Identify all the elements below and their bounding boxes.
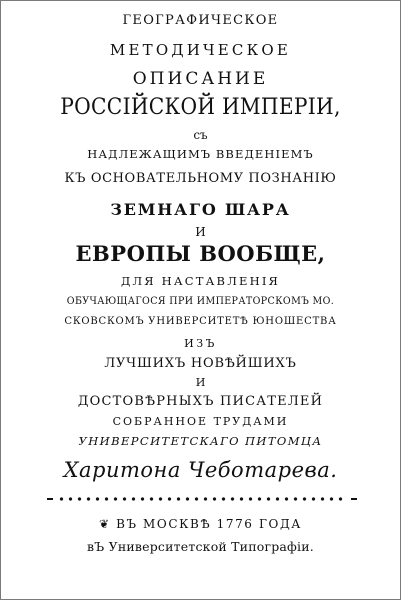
title-line-authors: ДОСТОВѢРНЫХЪ ПИСАТЕЛЕЙ <box>77 394 324 409</box>
title-line-description: ОПИСАНИЕ <box>132 69 269 89</box>
title-line-instruction: ДЛЯ НАСТАВЛЕНІЯ <box>120 274 281 288</box>
imprint-place-year: ❦ ВЪ МОСКВѢ 1776 ГОДА <box>99 517 302 531</box>
title-line-russian-empire: РОССІЙСКОЙ ИМПЕРІИ, <box>60 95 341 120</box>
title-line-introduction: НАДЛЕЖАЩИМЪ ВВЕДЕНІЕМЪ <box>87 147 314 161</box>
dotted-ornament-divider <box>57 495 347 503</box>
title-line-and-1: И <box>195 225 206 239</box>
imprint-press: вЪ Университетской Типографіи. <box>87 539 314 554</box>
author-name: Харитона Чеботарева. <box>63 458 338 482</box>
title-line-compiled: СОБРАННОЕ ТРУДАМИ <box>112 415 289 428</box>
title-line-students-2: СКОВСКОМЪ УНИВЕРСИТЕТѢ ЮНОШЕСТВА <box>64 316 337 327</box>
title-line-from: ИЗЪ <box>184 337 217 350</box>
title-line-geographic: ГЕОГРАФИЧЕСКОЕ <box>122 13 279 28</box>
title-line-globe: ЗЕМНАГО ШАРА <box>110 200 291 219</box>
title-line-university-pupil: УНИВЕРСИТЕТСКАГО ПИТОМЦА <box>78 434 323 448</box>
title-line-newest: ЛУЧШИХЪ НОВѢЙШИХЪ <box>104 356 297 371</box>
title-line-and-2: И <box>195 376 206 389</box>
title-line-knowledge: КЪ ОСНОВАТЕЛЬНОМУ ПОЗНАНІЮ <box>64 171 337 186</box>
title-line-students-1: ОБУЧАЮЩАГОСЯ ПРИ ИМПЕРАТОРСКОМЪ МО. <box>66 296 335 307</box>
title-line-methodical: МЕТОДИЧЕСКОЕ <box>109 41 292 59</box>
title-line-europe: ЕВРОПЫ ВООБЩЕ, <box>75 241 326 266</box>
title-line-with: съ <box>193 128 208 142</box>
